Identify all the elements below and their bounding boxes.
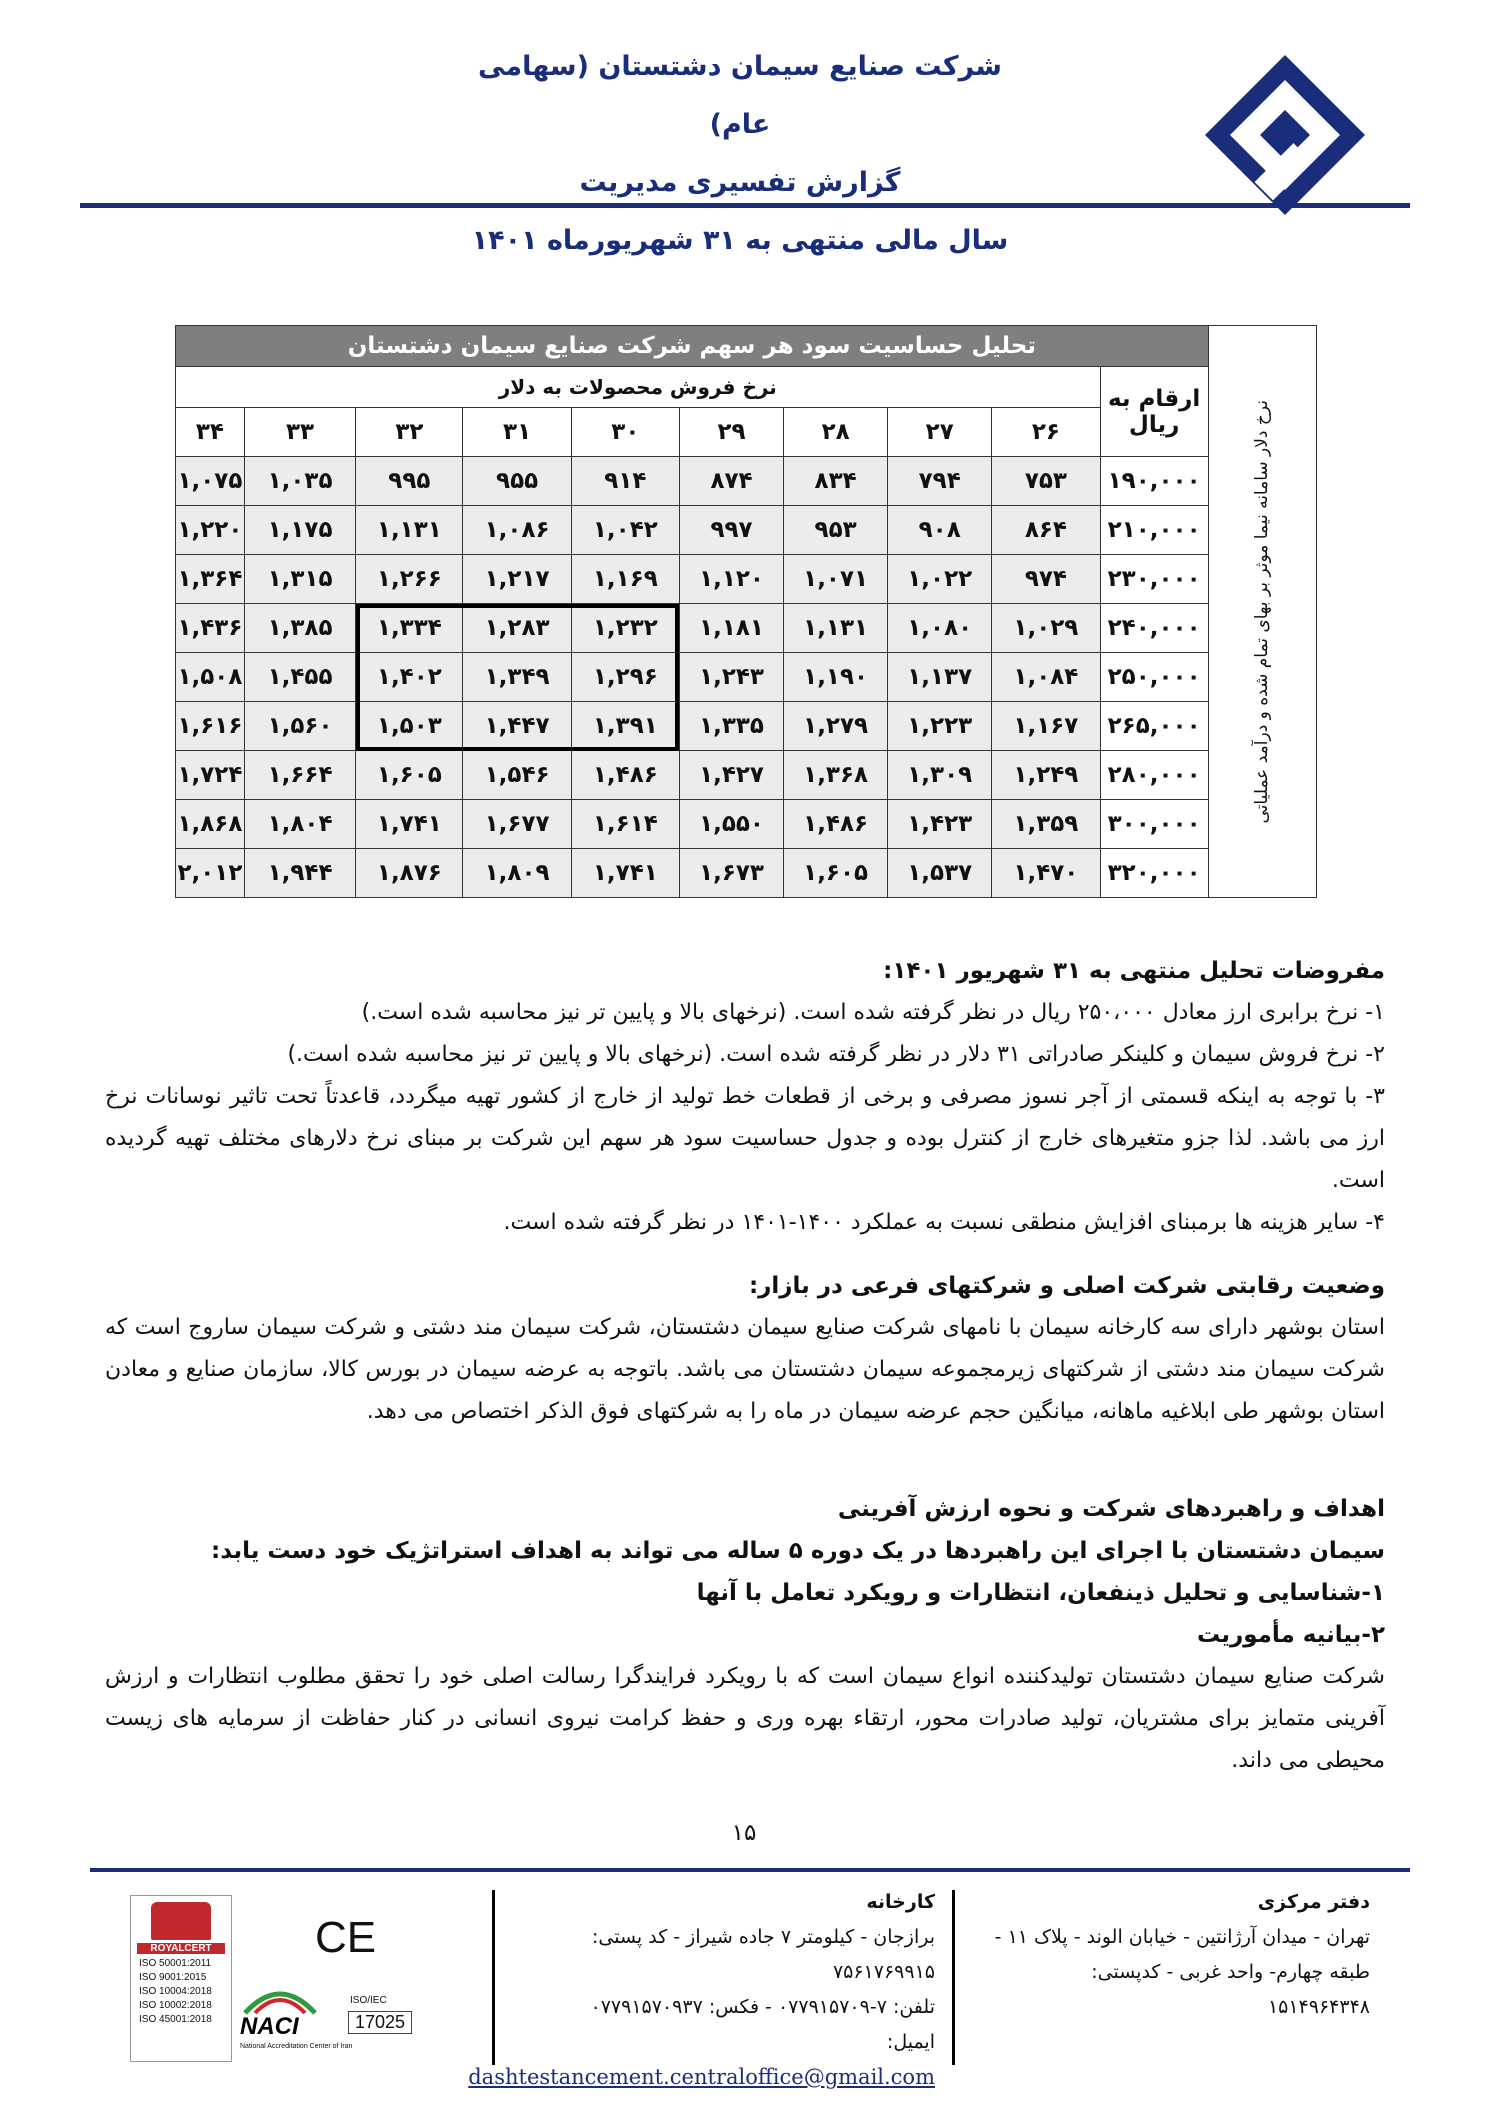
- row-label: ۳۲۰,۰۰۰: [1100, 849, 1208, 898]
- table-cell: ۱,۰۳۵: [244, 457, 355, 506]
- table-cell: ۱,۰۸۴: [992, 653, 1100, 702]
- footer-separator: [492, 1890, 495, 2065]
- table-cell: ۱,۱۲۰: [679, 555, 783, 604]
- iso-cert-line: ISO 50001:2011: [139, 1958, 212, 1969]
- footer-divider: [90, 1868, 1410, 1872]
- vertical-axis-label: نرخ دلار سامانه نیما موثر بر بهای تمام شده و درآمد عملیاتی: [1252, 399, 1273, 824]
- row-label: ۲۶۵,۰۰۰: [1100, 702, 1208, 751]
- assumption-item-3: ۳- با توجه به اینکه قسمتی از آجر نسوز مصرفی و برخی از قطعات خط تولید از خارج از کشور تهیه میگردد، قاعدتاً تحت تاثیر نوسانات نرخ ارز می باشد. لذا جزو متغیرهای خارج از کنترل بوده و جدول حساسیت سود هر سهم این شرکت بر مبنای نرخ دلارهای مختلف تهیه گردیده است.: [105, 1084, 1385, 1193]
- iso-cert-line: ISO 10002:2018: [139, 2000, 212, 2011]
- table-cell: ۱,۱۳۱: [356, 506, 463, 555]
- table-cell: ۱,۱۳۱: [784, 604, 888, 653]
- table-row: [176, 555, 1317, 604]
- row-label: ۲۵۰,۰۰۰: [1100, 653, 1208, 702]
- table-cell: ۱,۳۹۱: [571, 702, 679, 751]
- office-address-line-1: تهران - میدان آرژانتین - خیابان الوند - پلاک ۱۱ -: [994, 1926, 1370, 1948]
- table-cell: ۱,۶۷۳: [679, 849, 783, 898]
- row-label: ۲۸۰,۰۰۰: [1100, 751, 1208, 800]
- header-titles: [460, 38, 1020, 270]
- table-cell: ۱,۳۱۵: [244, 555, 355, 604]
- table-cell: ۱,۶۱۶: [176, 702, 245, 751]
- row-label: ۲۳۰,۰۰۰: [1100, 555, 1208, 604]
- table-cell: ۱,۶۰۵: [356, 751, 463, 800]
- central-office-info: [990, 1885, 1370, 2025]
- office-address-line-2: طبقه چهارم- واحد غربی - کدپستی: ۱۵۱۴۹۶۴۳۴۸: [1091, 1961, 1370, 2018]
- table-cell: ۱,۷۴۱: [571, 849, 679, 898]
- table-cell: ۱,۳۶۸: [784, 751, 888, 800]
- table-cell: ۱,۵۶۰: [244, 702, 355, 751]
- table-cell: ۱,۱۶۷: [992, 702, 1100, 751]
- table-cell: ۸۶۴: [992, 506, 1100, 555]
- column-header: ۳۲: [356, 408, 463, 457]
- assumptions-heading: مفروضات تحلیل منتهی به ۳۱ شهریور ۱۴۰۱:: [883, 958, 1385, 984]
- competition-body: استان بوشهر دارای سه کارخانه سیمان با نامهای شرکت صنایع سیمان دشتستان، شرکت سیمان مند دشتی و شرکت سیمان ساروج است که شرکت سیمان مند دشتی از شرکتهای زیرمجموعه سیمان دشتستان می باشد. باتوجه به عرضه سیمان در بورس کالا، سازمان صنایع و معادن استان بوشهر طی ابلاغیه ماهانه، میانگین حجم عرضه سیمان در ماه را به شرکتهای فوق الذکر اختصاص می دهد.: [105, 1315, 1385, 1424]
- page-number: ۱۵: [731, 1820, 757, 1846]
- table-cell: ۱,۰۸۰: [888, 604, 992, 653]
- fiscal-period: سال مالی منتهی به ۳۱ شهریورماه ۱۴۰۱: [471, 225, 1009, 256]
- column-header: ۲۷: [888, 408, 992, 457]
- column-header: ۳۰: [571, 408, 679, 457]
- table-row: [176, 800, 1317, 849]
- table-cell: ۱,۴۲۳: [888, 800, 992, 849]
- ce-mark-icon: CE: [315, 1913, 377, 1962]
- table-cell: ۱,۸۰۹: [463, 849, 571, 898]
- naci-arc-icon: [240, 1985, 320, 2015]
- table-cell: ۸۷۴: [679, 457, 783, 506]
- naci-text: NACI: [240, 2013, 299, 2040]
- table-cell: ۱,۳۳۵: [679, 702, 783, 751]
- page-footer: [90, 1885, 1410, 2089]
- table-row: [176, 457, 1317, 506]
- table-cell: ۱,۲۳۲: [571, 604, 679, 653]
- table-cell: ۲,۰۱۲: [176, 849, 245, 898]
- column-group-label: نرخ فروش محصولات به دلار: [176, 367, 1101, 408]
- table-cell: ۹۹۷: [679, 506, 783, 555]
- royalcert-badge: [130, 1895, 232, 2062]
- table-title: تحلیل حساسیت سود هر سهم شرکت صنایع سیمان دشتستان: [176, 326, 1209, 367]
- table-cell: ۱,۱۳۷: [888, 653, 992, 702]
- row-label: ۲۴۰,۰۰۰: [1100, 604, 1208, 653]
- vertical-axis-label-cell: [1208, 326, 1316, 898]
- goals-heading: اهداف و راهبردهای شرکت و نحوه ارزش آفرینی: [837, 1496, 1385, 1522]
- table-cell: ۱,۲۷۹: [784, 702, 888, 751]
- assumptions-section: [105, 950, 1385, 1244]
- table-cell: ۱,۶۶۴: [244, 751, 355, 800]
- certifications: [130, 1895, 430, 2065]
- table-cell: ۱,۳۶۴: [176, 555, 245, 604]
- column-header: ۳۱: [463, 408, 571, 457]
- company-logo-icon: [1200, 50, 1370, 220]
- office-title: دفتر مرکزی: [1257, 1891, 1370, 1913]
- factory-phone-fax: تلفن: ۷-۰۷۷۹۱۵۷۰۹ - فکس: ۰۷۷۹۱۵۷۰۹۳۷: [590, 1996, 935, 2018]
- goals-item-1: ۱-شناسایی و تحلیل ذینفعان، انتظارات و رویکرد تعامل با آنها: [696, 1580, 1385, 1606]
- iso-cert-line: ISO 45001:2018: [139, 2014, 212, 2025]
- naci-subtitle: National Accreditation Center of Iran: [240, 2043, 353, 2050]
- email-label: ایمیل:: [886, 2031, 935, 2053]
- mission-body: شرکت صنایع سیمان دشتستان تولیدکننده انواع سیمان است که با رویکرد فرایندگرا رسالت اصلی خود را تحقق مطلوب انتظارات و ارزش آفرینی متمایز برای مشتریان، تولید صادرات محور، ارتقاء بهره وری و حفظ کرامت نیروی انسانی در کنار حفاظت از سرمایه های زیست محیطی می داند.: [105, 1664, 1385, 1773]
- row-label: ۱۹۰,۰۰۰: [1100, 457, 1208, 506]
- table-cell: ۱,۳۳۴: [356, 604, 463, 653]
- factory-email-row: [468, 2025, 935, 2096]
- assumption-item-1: ۱- نرخ برابری ارز معادل ۲۵۰،۰۰۰ ریال در نظر گرفته شده است. (نرخهای بالا و پایین تر نیز محاسبه شده است.): [361, 1000, 1385, 1025]
- table-cell: ۱,۶۷۷: [463, 800, 571, 849]
- row-label: ۲۱۰,۰۰۰: [1100, 506, 1208, 555]
- column-header: ۳۴: [176, 408, 245, 457]
- table-cell: ۹۵۵: [463, 457, 571, 506]
- table-cell: ۱,۰۷۱: [784, 555, 888, 604]
- table-cell: ۱,۰۲۲: [888, 555, 992, 604]
- table-cell: ۱,۲۱۷: [463, 555, 571, 604]
- sensitivity-table-container: [175, 325, 1317, 898]
- table-cell: ۱,۰۸۶: [463, 506, 571, 555]
- table-cell: ۱,۸۶۸: [176, 800, 245, 849]
- report-name: گزارش تفسیری مدیریت: [579, 167, 901, 198]
- table-cell: ۹۱۴: [571, 457, 679, 506]
- goals-section: [105, 1488, 1385, 1782]
- table-cell: ۱,۲۴۹: [992, 751, 1100, 800]
- table-cell: ۱,۰۴۲: [571, 506, 679, 555]
- table-cell: ۱,۶۱۴: [571, 800, 679, 849]
- column-header: ۲۶: [992, 408, 1100, 457]
- column-header: ۲۹: [679, 408, 783, 457]
- table-cell: ۱,۴۰۲: [356, 653, 463, 702]
- goals-subheading: سیمان دشتستان با اجرای این راهبردها در یک دوره ۵ ساله می تواند به اهداف استراتژیک خود دست یابد:: [211, 1538, 1385, 1564]
- column-header: ۳۳: [244, 408, 355, 457]
- table-cell: ۱,۰۷۵: [176, 457, 245, 506]
- row-header-label: ارقام به ریال: [1100, 367, 1208, 457]
- table-cell: ۱,۲۸۳: [463, 604, 571, 653]
- table-cell: ۱,۵۵۰: [679, 800, 783, 849]
- table-cell: ۱,۱۸۱: [679, 604, 783, 653]
- assumption-item-4: ۴- سایر هزینه ها برمبنای افزایش منطقی نسبت به عملکرد ۱۴۰۰-۱۴۰۱ در نظر گرفته شده است.: [503, 1210, 1385, 1235]
- royalcert-label: ROYALCERT: [137, 1943, 225, 1954]
- competition-section: [105, 1265, 1385, 1433]
- iso-cert-line: ISO 9001:2015: [139, 1972, 207, 1983]
- factory-title: کارخانه: [866, 1891, 935, 1913]
- table-cell: ۱,۲۲۳: [888, 702, 992, 751]
- table-cell: ۱,۴۸۶: [571, 751, 679, 800]
- table-row: [176, 653, 1317, 702]
- table-row: [176, 604, 1317, 653]
- table-cell: ۱,۹۴۴: [244, 849, 355, 898]
- table-cell: ۱,۴۲۷: [679, 751, 783, 800]
- table-cell: ۱,۱۷۵: [244, 506, 355, 555]
- table-row: [176, 849, 1317, 898]
- footer-separator: [952, 1890, 955, 2065]
- table-cell: ۱,۷۲۴: [176, 751, 245, 800]
- table-cell: ۱,۵۴۶: [463, 751, 571, 800]
- factory-address: برازجان - کیلومتر ۷ جاده شیراز - کد پستی: ۷۵۶۱۷۶۹۹۱۵: [591, 1926, 935, 1983]
- table-cell: ۱,۲۲۰: [176, 506, 245, 555]
- table-cell: ۱,۳۵۹: [992, 800, 1100, 849]
- table-row: [176, 751, 1317, 800]
- company-name: شرکت صنایع سیمان دشتستان (سهامی عام): [478, 51, 1002, 140]
- iso-iec-number: 17025: [348, 2011, 412, 2034]
- iso-iec-label: ISO/IEC: [350, 1995, 387, 2006]
- row-label: ۳۰۰,۰۰۰: [1100, 800, 1208, 849]
- table-cell: ۸۳۴: [784, 457, 888, 506]
- factory-info: [468, 1885, 935, 2096]
- table-cell: ۱,۴۳۶: [176, 604, 245, 653]
- table-cell: ۷۹۴: [888, 457, 992, 506]
- table-cell: ۱,۶۰۵: [784, 849, 888, 898]
- table-row: [176, 506, 1317, 555]
- table-cell: ۹۹۵: [356, 457, 463, 506]
- table-cell: ۱,۵۳۷: [888, 849, 992, 898]
- table-cell: ۱,۳۴۹: [463, 653, 571, 702]
- table-cell: ۱,۴۵۵: [244, 653, 355, 702]
- header-divider: [80, 203, 1410, 208]
- table-cell: ۱,۸۰۴: [244, 800, 355, 849]
- table-row: [176, 702, 1317, 751]
- table-cell: ۹۵۳: [784, 506, 888, 555]
- email-link[interactable]: dashtestancement.centraloffice@gmail.com: [468, 2065, 935, 2089]
- goals-item-2: ۲-بیانیه مأموریت: [1197, 1622, 1385, 1648]
- sensitivity-table: [175, 325, 1317, 898]
- table-cell: ۱,۱۹۰: [784, 653, 888, 702]
- table-cell: ۱,۲۶۶: [356, 555, 463, 604]
- table-cell: ۱,۳۸۵: [244, 604, 355, 653]
- table-cell: ۱,۱۶۹: [571, 555, 679, 604]
- table-cell: ۱,۰۲۹: [992, 604, 1100, 653]
- competition-heading: وضعیت رقابتی شرکت اصلی و شرکتهای فرعی در بازار:: [748, 1273, 1385, 1299]
- table-cell: ۱,۷۴۱: [356, 800, 463, 849]
- table-cell: ۱,۳۰۹: [888, 751, 992, 800]
- naci-logo: [240, 1985, 430, 2060]
- iso-cert-list: [131, 1957, 231, 2027]
- table-cell: ۹۰۸: [888, 506, 992, 555]
- table-cell: ۱,۲۴۳: [679, 653, 783, 702]
- table-cell: ۹۷۴: [992, 555, 1100, 604]
- assumption-item-2: ۲- نرخ فروش سیمان و کلینکر صادراتی ۳۱ دلار در نظر گرفته شده است. (نرخهای بالا و پایین تر نیز محاسبه شده است.): [287, 1042, 1385, 1067]
- table-cell: ۷۵۳: [992, 457, 1100, 506]
- column-header: ۲۸: [784, 408, 888, 457]
- page-header: [80, 30, 1410, 256]
- table-cell: ۱,۵۰۳: [356, 702, 463, 751]
- iso-cert-line: ISO 10004:2018: [139, 1986, 212, 1997]
- table-cell: ۱,۲۹۶: [571, 653, 679, 702]
- table-cell: ۱,۵۰۸: [176, 653, 245, 702]
- table-cell: ۱,۴۸۶: [784, 800, 888, 849]
- table-cell: ۱,۴۷۰: [992, 849, 1100, 898]
- royalcert-crown-icon: [151, 1902, 211, 1940]
- table-cell: ۱,۴۴۷: [463, 702, 571, 751]
- table-cell: ۱,۸۷۶: [356, 849, 463, 898]
